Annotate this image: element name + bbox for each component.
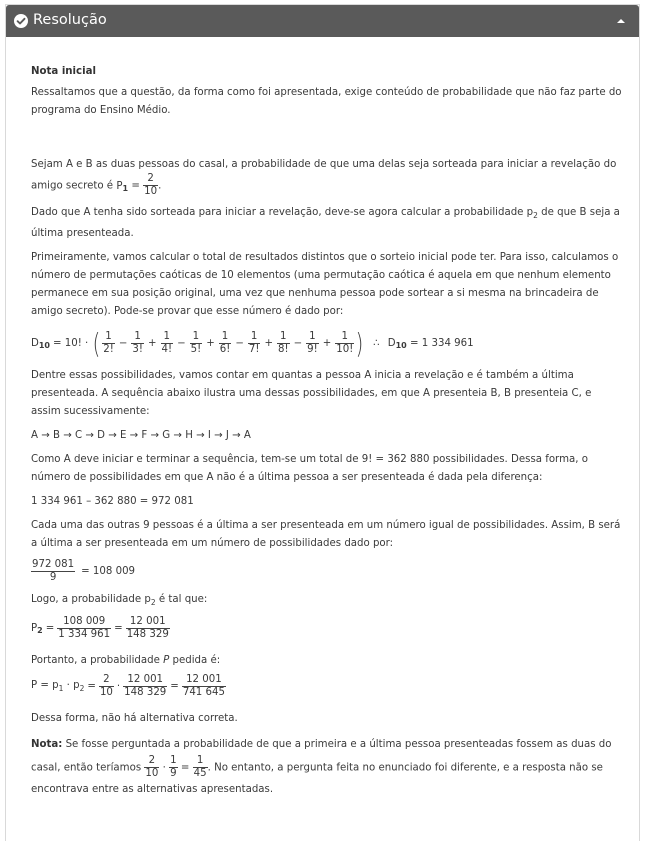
- nota-fraction-1: $\frac{2}{10}$: [145, 754, 159, 779]
- d10-term-fraction: $\frac{1}{5!}$: [190, 331, 202, 356]
- nota-inicial-text: Ressaltamos que a questão, da forma como foi apresentada, exige conteúdo de probabilidade que não faz parte do programa do Ensino Médio.: [31, 87, 622, 116]
- p1-fraction: $\frac{2}{10}$: [144, 173, 158, 198]
- difference-line: 1 334 961 – 362 880 = 972 081: [31, 495, 194, 507]
- paragraph-p1: Sejam A e B as duas pessoas do casal, a probabilidade de que uma delas seja sorteada para iniciar a revelação do amigo secreto é P1 = $\frac{2}{10}$ .: [31, 159, 617, 198]
- p2-lhs: P2: [31, 622, 43, 635]
- resolution-content: [31, 63, 623, 801]
- d10-lhs: D10: [31, 337, 50, 350]
- panel-title: Resolução: [33, 12, 107, 28]
- d10-sign: +: [264, 338, 273, 350]
- d10-term-fraction: $\frac{1}{10!}$: [336, 331, 354, 356]
- paragraph-p8: Portanto, a probabilidade P pedida é:: [31, 654, 221, 666]
- nota-paragraph: Nota: Se fosse perguntada a probabilidade de que a primeira e a última pessoa presenteadas fossem as duas do casal, então teríamos $\frac{2}{10}$ · $\frac{1}{9}$ = $\frac{1}{45}$ . No entanto, a pergunta feita no enunciado foi diferente, e a resposta não se encontrava entre as alternativas apresentadas.: [31, 738, 612, 796]
- resolution-panel: [5, 4, 640, 841]
- d10-term-fraction: $\frac{1}{2!}$: [103, 331, 114, 356]
- sequence-line: A → B → C → D → E → F → G → H → I → J → A: [31, 429, 251, 441]
- paragraph-p6: Cada uma das outras 9 pessoas é a última a ser presenteada em um número igual de possibilidades. Assim, B será a última a ser presenteada em um número de possibilidades dado por:: [31, 519, 621, 549]
- d10-term-fraction: $\frac{1}{8!}$: [278, 331, 289, 356]
- d10-term-fraction: $\frac{1}{7!}$: [248, 331, 260, 356]
- p1-text: Sejam A e B as duas pessoas do casal, a probabilidade de que uma delas seja sorteada para iniciar a revelação do amigo secreto é: [31, 159, 617, 192]
- p-fraction-2: $\frac{12 001}{148 329}$: [124, 674, 167, 699]
- division-fraction: $\frac{972 081}{9}$: [32, 559, 75, 584]
- paragraph-p3: Primeiramente, vamos calcular o total de resultados distintos que o sorteio inicial pode ter. Para isso, calculamos o número de permutações caóticas de 10 elementos (uma permutação caótica é aquela em que nenhum elemento permanece em sua posição original, uma vez que nenhuma pessoa pode sortear a si mesma na brincadeira de amigo secreto). Pode-se provar que esse número é dado por:: [31, 251, 619, 317]
- nota-label: Nota:: [31, 738, 63, 750]
- p1-equals: =: [131, 180, 140, 192]
- division-equation: [31, 557, 623, 587]
- d10-sign: +: [147, 338, 157, 350]
- p-fraction-3: $\frac{12 001}{741 645}$: [182, 674, 225, 699]
- p2-equation: P2 = $\frac{108 009}{1 334 961}$ = $\frac{12 001}{148 329}$: [31, 616, 169, 641]
- d10-sign: −: [235, 338, 244, 350]
- panel-header[interactable]: [6, 5, 639, 37]
- nota-fraction-3: $\frac{1}{45}$: [193, 754, 207, 779]
- nota-fraction-2: $\frac{1}{9}$: [170, 754, 177, 779]
- d10-equation: D10 = 10! · ( $\frac{1}{2!}$ − $\frac{1}{3!}$ + $\frac{1}{4!}$ − $\frac{1}{5!}$ + $\frac{1}{6!}$ − $\frac{1}{7!}$ + $\frac{1}{8!}$ − $\frac{1}{9!}$ + $\frac{1}{10!}$ ) ∴ D10 = 1 334 961: [31, 326, 474, 360]
- d10-term-fraction: $\frac{1}{6!}$: [219, 331, 231, 356]
- p2-fraction-2: $\frac{12 001}{148 329}$: [126, 616, 169, 641]
- p-equation: $P = p_1 \cdot p_2$ = $\frac{2}{10}$ · $\frac{12 001}{148 329}$ = $\frac{12 001}{741 645}$: [31, 674, 225, 699]
- d10-lhs-rest: = 10! ·: [53, 338, 89, 350]
- d10-terms: [102, 332, 354, 355]
- division-result: = 108 009: [81, 566, 136, 578]
- paragraph-p2: Dado que A tenha sido sorteada para iniciar a revelação, deve-se agora calcular a probabilidade $p_2$ de que B seja a última presenteada.: [31, 206, 620, 239]
- p1-symbol: P1: [116, 180, 129, 193]
- d10-rhs: D10 = 1 334 961: [387, 337, 474, 350]
- d10-sign: +: [322, 338, 332, 350]
- chevron-up-icon[interactable]: [617, 19, 625, 23]
- check-circle-icon: [14, 14, 28, 28]
- d10-sign: +: [206, 338, 215, 350]
- p2-fraction-1: $\frac{108 009}{1 334 961}$: [58, 616, 111, 641]
- d10-term-fraction: $\frac{1}{9!}$: [307, 331, 318, 356]
- d10-sign: −: [118, 338, 128, 350]
- paragraph-p4: Dentre essas possibilidades, vamos contar em quantas a pessoa A inicia a revelação e é também a última presenteada. A sequência abaixo ilustra uma dessas possibilidades, em que A presenteia B, B presenteia C, e assim sucessivamente:: [31, 369, 592, 417]
- d10-sign: −: [293, 338, 303, 350]
- therefore-symbol: ∴: [373, 338, 380, 350]
- paragraph-p9: Dessa forma, não há alternativa correta.: [31, 712, 238, 724]
- d10-term-fraction: $\frac{1}{3!}$: [132, 331, 143, 356]
- d10-term-fraction: $\frac{1}{4!}$: [161, 331, 173, 356]
- nota-inicial-title: Nota inicial: [31, 66, 96, 77]
- d10-sign: −: [177, 338, 186, 350]
- paragraph-p5: Como A deve iniciar e terminar a sequência, tem-se um total de 9! = 362 880 possibilidades. Dessa forma, o número de possibilidades em que A não é a última pessoa a ser presenteada é dada pela diferença:: [31, 453, 588, 483]
- paragraph-p7: Logo, a probabilidade $p_2$ é tal que:: [31, 593, 208, 607]
- p-fraction-1: $\frac{2}{10}$: [99, 674, 113, 699]
- p-lhs: $P = p_1 \cdot p_2$: [31, 680, 85, 694]
